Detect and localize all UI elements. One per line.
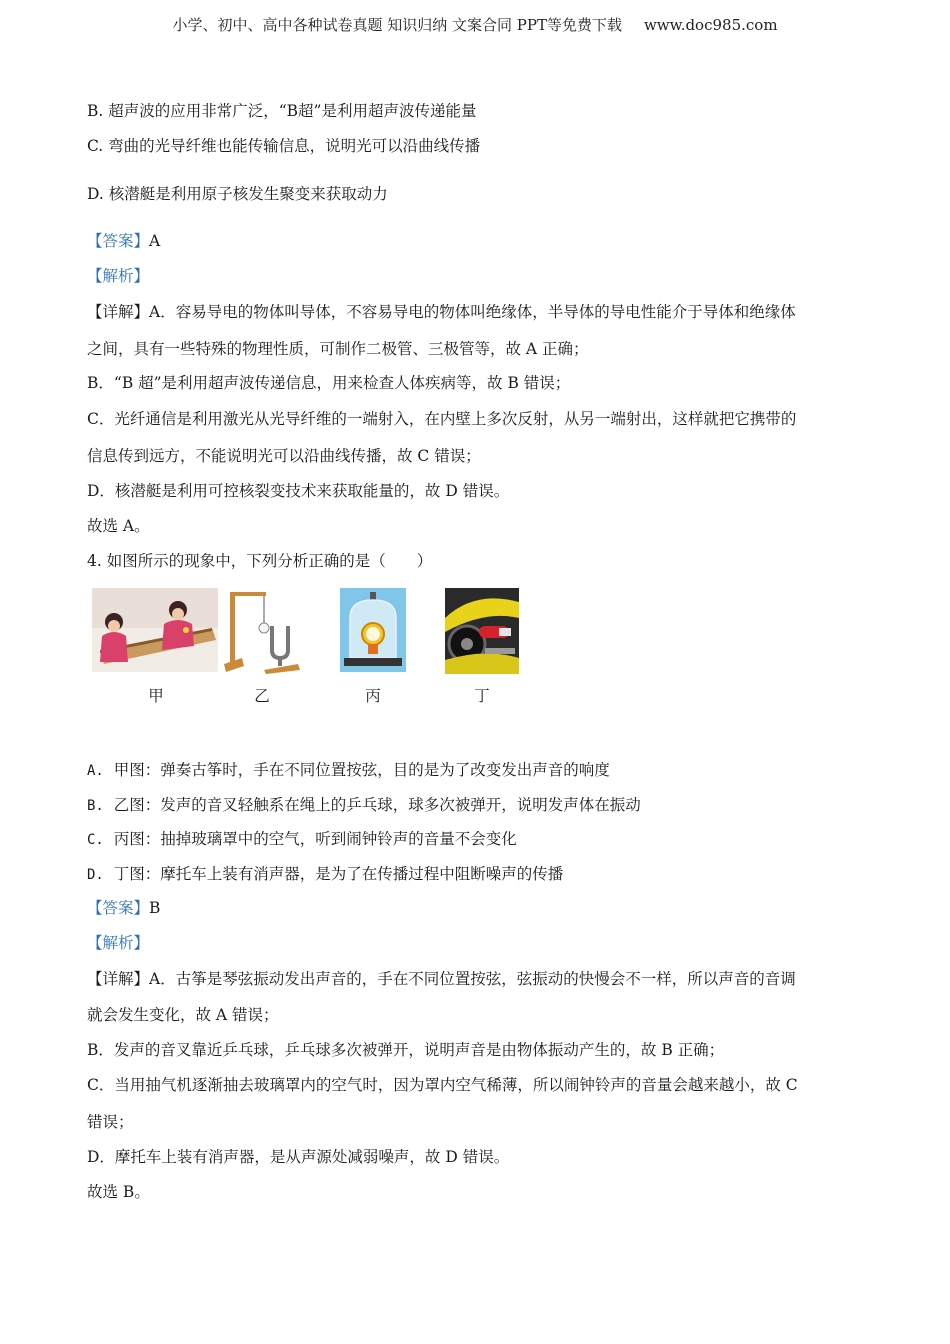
q3-conclusion: 故选 A。 (87, 517, 150, 535)
q3-answer (87, 231, 160, 251)
detail-tag: 【详解】 (87, 303, 150, 321)
q4-detail-a-line2: 就会发生变化，故 A 错误； (87, 1006, 279, 1024)
q3-detail-a-line1 (87, 302, 796, 322)
header-site[interactable]: www.doc985.com (643, 16, 778, 34)
answer-tag: 【答案】 (87, 232, 150, 250)
caption-yi: 乙 (254, 687, 270, 705)
figure-yi (224, 588, 304, 705)
q4-option-b (87, 795, 641, 816)
q3-detail-b: B．“B 超”是利用超声波传递信息，用来检查人体疾病等，故 B 错误； (87, 374, 571, 392)
q3-detail-c-line2: 信息传到远方，不能说明光可以沿曲线传播，故 C 错误； (87, 447, 481, 465)
caption-bing: 丙 (365, 687, 381, 705)
figure-bing (340, 588, 406, 705)
option-letter: C. (87, 832, 104, 848)
q4-detail-c-line1: C．当用抽气机逐渐抽去玻璃罩内的空气时，因为罩内空气稀薄，所以闹钟铃声的音量会越来越小，故 C (87, 1076, 798, 1094)
q4-answer (87, 898, 160, 918)
page-header (0, 14, 950, 35)
option-text: 丁图：摩托车上装有消声器，是为了在传播过程中阻断噪声的传播 (113, 865, 564, 883)
q4-detail-d: D．摩托车上装有消声器，是从声源处减弱噪声，故 D 错误。 (87, 1148, 510, 1166)
option-text: 乙图：发声的音叉轻触系在绳上的乒乓球，球多次被弹开，说明发声体在振动 (113, 796, 641, 814)
q3-detail-d: D．核潜艇是利用可控核裂变技术来获取能量的，故 D 错误。 (87, 482, 510, 500)
detail-a-text: A．古筝是琴弦振动发出声音的，手在不同位置按弦，弦振动的快慢会不一样，所以声音的音调 (149, 970, 796, 988)
q3-option-c: C. 弯曲的光导纤维也能传输信息，说明光可以沿曲线传播 (87, 137, 481, 155)
q4-detail-a-line1 (87, 969, 796, 989)
option-letter: D. (87, 867, 104, 883)
header-text: 小学、初中、高中各种试卷真题 知识归纳 文案合同 PPT等免费下载 (172, 16, 622, 34)
q4-option-c (87, 829, 517, 850)
q4-option-d (87, 864, 563, 885)
figure-ding (445, 588, 519, 705)
option-letter: B. (87, 798, 104, 814)
detail-a-text: A．容易导电的物体叫导体，不容易导电的物体叫绝缘体，半导体的导电性能介于导体和绝缘体 (149, 303, 796, 321)
q4-conclusion: 故选 B。 (87, 1183, 150, 1201)
option-text: 甲图：弹奏古筝时，手在不同位置按弦，目的是为了改变发出声音的响度 (113, 761, 610, 779)
q4-option-a (87, 760, 610, 781)
option-letter: A. (87, 763, 104, 779)
q3-analysis-heading (87, 266, 149, 286)
q3-option-d: D. 核潜艇是利用原子核发生聚变来获取动力 (87, 185, 388, 203)
q4-detail-c-line2: 错误； (87, 1113, 134, 1131)
motorcycle-muffler-photo (445, 588, 519, 674)
caption-ding: 丁 (474, 687, 490, 705)
q4-stem: 4. 如图所示的现象中，下列分析正确的是（ ） (87, 552, 433, 570)
option-text: 丙图：抽掉玻璃罩中的空气，听到闹钟铃声的音量不会变化 (113, 830, 517, 848)
q4-detail-b: B．发声的音叉靠近乒乓球，乒乓球多次被弹开，说明声音是由物体振动产生的，故 B 正确； (87, 1041, 725, 1059)
q4-analysis-heading (87, 933, 149, 953)
bell-jar-alarm-clock-photo (340, 588, 406, 672)
analysis-tag: 【解析】 (87, 267, 150, 285)
guzheng-players-photo (92, 588, 218, 672)
caption-jia: 甲 (148, 687, 164, 705)
q4-figures (90, 588, 530, 708)
q3-detail-a-line2: 之间，具有一些特殊的物理性质，可制作二极管、三极管等，故 A 正确； (87, 340, 589, 358)
figure-jia (92, 588, 218, 705)
answer-value: A (149, 232, 161, 250)
answer-value: B (149, 899, 161, 917)
tuning-fork-pingpong-icon (224, 588, 304, 674)
q3-detail-c-line1: C．光纤通信是利用激光从光导纤维的一端射入，在内壁上多次反射，从另一端射出，这样就把它携带的 (87, 410, 797, 428)
q3-option-b: B. 超声波的应用非常广泛，“B超”是利用超声波传递能量 (87, 102, 477, 120)
analysis-tag: 【解析】 (87, 934, 150, 952)
detail-tag: 【详解】 (87, 970, 150, 988)
answer-tag: 【答案】 (87, 899, 150, 917)
